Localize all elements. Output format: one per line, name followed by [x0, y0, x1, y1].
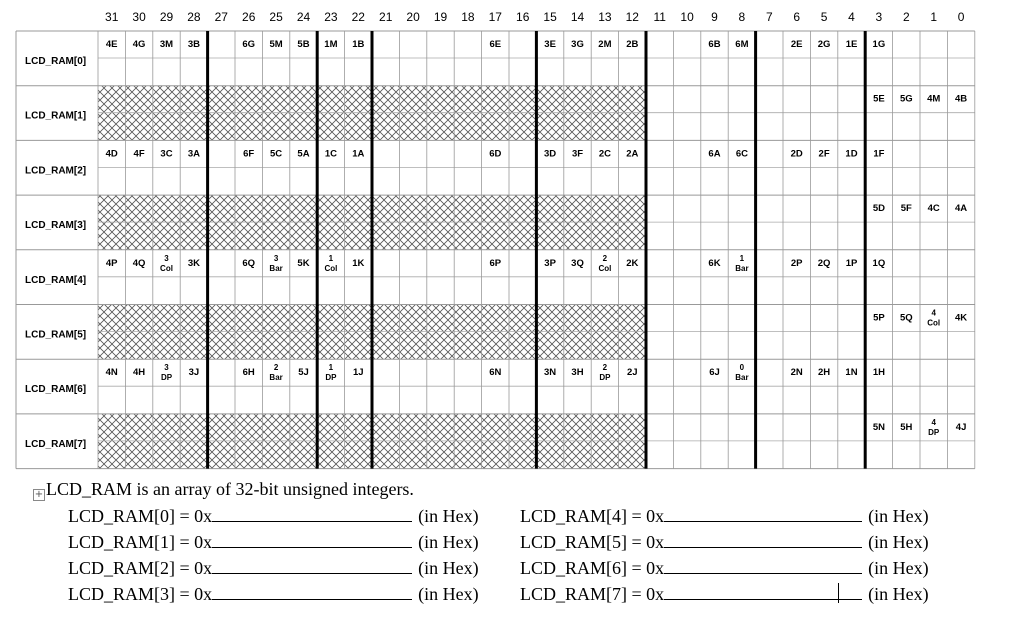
segment-index-label: 1 [328, 253, 334, 263]
text-cursor [838, 583, 839, 603]
segment-label: 2P [790, 257, 803, 269]
hex-answer-blank[interactable] [664, 505, 862, 522]
segment-label: 4H [133, 367, 146, 379]
bit-number-label: 9 [711, 10, 718, 24]
segment-label: 2G [817, 39, 831, 50]
bit-number-label: 13 [598, 10, 612, 24]
segment-type-label: DP [599, 373, 611, 383]
segment-label: 2B [626, 39, 639, 50]
answer-line [520, 531, 929, 555]
bit-number-label: 18 [461, 10, 475, 24]
bit-number-label: 1 [930, 10, 938, 24]
segment-index-label: 4 [931, 308, 936, 318]
answer-prefix: LCD_RAM[0] = 0x [68, 506, 213, 526]
segment-label: 5D [872, 203, 885, 215]
segment-label: 1C [324, 148, 337, 160]
segment-index-label: 2 [602, 253, 608, 263]
answer-prefix: LCD_RAM[3] = 0x [68, 584, 213, 604]
segment-type-label: Bar [735, 373, 749, 383]
bit-number-label: 4 [848, 10, 855, 24]
answer-prefix: LCD_RAM[6] = 0x [520, 558, 665, 578]
segment-index-label: 2 [602, 363, 608, 373]
bit-number-label: 23 [324, 10, 338, 24]
segment-label: 6K [708, 257, 721, 269]
segment-label: 4D [105, 148, 118, 160]
bit-number-label: 16 [516, 10, 530, 24]
segment-type-label: Bar [269, 373, 283, 383]
segment-label: 4A [955, 203, 968, 215]
segment-index-label: 1 [328, 363, 334, 373]
answer-line [520, 557, 929, 581]
bit-number-label: 0 [957, 10, 965, 24]
bit-number-label: 28 [187, 10, 201, 24]
segment-type-label: Bar [735, 263, 749, 273]
segment-label: 4B [955, 93, 968, 105]
segment-label: 5F [900, 203, 912, 215]
answer-prefix: LCD_RAM[2] = 0x [68, 558, 213, 578]
row-label: LCD_RAM[3] [25, 220, 87, 232]
segment-label: 2A [626, 148, 639, 160]
bit-number-label: 24 [296, 10, 311, 24]
segment-label: 5M [269, 39, 283, 50]
segment-label: 3D [544, 148, 557, 160]
segment-label: 1P [845, 257, 858, 269]
segment-label: 5P [873, 312, 885, 324]
segment-label: 1J [353, 367, 364, 379]
bit-number-header [105, 10, 965, 24]
row-label: LCD_RAM[7] [25, 438, 87, 450]
segment-label: 3C [160, 148, 173, 160]
bit-number-label: 17 [488, 10, 502, 24]
hex-answer-blank[interactable] [212, 583, 412, 600]
segment-type-label: Col [160, 263, 173, 273]
segment-label: 3N [544, 367, 557, 379]
segment-label: 4N [105, 367, 118, 379]
segment-label: 6C [735, 148, 748, 160]
bit-number-label: 27 [214, 10, 228, 24]
segment-label: 2E [790, 39, 803, 50]
segment-label: 6F [243, 148, 255, 160]
segment-label: 5H [900, 421, 913, 433]
segment-label: 3F [571, 148, 584, 160]
segment-label: 5K [297, 257, 310, 269]
table-move-handle-icon[interactable]: + [34, 489, 44, 500]
answer-prefix: LCD_RAM[7] = 0x [520, 584, 665, 604]
segment-label: 3M [159, 39, 174, 50]
segment-label: 5N [872, 421, 885, 433]
row-label: LCD_RAM[4] [25, 274, 87, 286]
segment-label: 3G [571, 39, 584, 50]
answer-line [68, 557, 479, 581]
row-label: LCD_RAM[2] [25, 165, 87, 177]
answer-suffix: (in Hex) [418, 506, 479, 526]
segment-label: 1N [845, 367, 858, 379]
segment-label: 5A [297, 148, 310, 160]
segment-label: 1K [352, 257, 365, 269]
segment-label: 6E [489, 39, 502, 50]
segment-index-label: 2 [273, 363, 279, 373]
answer-suffix: (in Hex) [418, 532, 479, 552]
answer-suffix: (in Hex) [868, 532, 929, 552]
row-label: LCD_RAM[6] [25, 384, 87, 396]
segment-label: 4F [133, 148, 145, 160]
bit-number-label: 10 [680, 10, 694, 24]
bit-number-label: 30 [132, 10, 146, 24]
segment-label: 5G [899, 93, 913, 105]
segment-label: 2Q [817, 257, 831, 269]
segment-label: 6P [489, 257, 502, 269]
bit-number-label: 3 [875, 10, 883, 24]
intro-text: LCD_RAM is an array of 32-bit unsigned integers. [46, 479, 414, 499]
segment-label: 2D [790, 148, 803, 160]
segment-label: 2M [598, 39, 612, 50]
hex-answer-blank[interactable] [664, 583, 862, 600]
answer-prefix: LCD_RAM[5] = 0x [520, 532, 665, 552]
segment-label: 4M [927, 93, 941, 105]
segment-label: 6H [242, 367, 255, 379]
segment-type-label: DP [325, 373, 337, 383]
answer-suffix: (in Hex) [868, 506, 929, 526]
segment-label: 3J [188, 367, 200, 379]
segment-label: 1E [845, 39, 858, 50]
bit-number-label: 20 [406, 10, 420, 24]
bit-number-label: 25 [269, 10, 283, 24]
answer-prefix: LCD_RAM[1] = 0x [68, 532, 213, 552]
answer-line [68, 505, 479, 529]
segment-label: 1G [872, 39, 886, 50]
segment-label: 1Q [872, 257, 886, 269]
bit-number-label: 14 [570, 10, 585, 24]
bit-number-label: 19 [433, 10, 448, 24]
segment-label: 4Q [132, 257, 146, 269]
segment-label: 3P [544, 257, 556, 269]
bit-number-label: 8 [738, 10, 746, 24]
segment-type-label: DP [928, 427, 940, 437]
answer-line [68, 531, 479, 555]
segment-label: 5Q [899, 312, 913, 324]
bit-number-label: 5 [820, 10, 828, 24]
segment-type-label: Bar [269, 263, 283, 273]
answer-line [520, 583, 929, 607]
segment-label: 1A [352, 148, 365, 160]
segment-label: 2K [626, 257, 639, 269]
segment-label: 5B [297, 39, 310, 50]
segment-type-label: Col [324, 263, 338, 273]
answer-prefix: LCD_RAM[4] = 0x [520, 506, 665, 526]
segment-label: 6Q [242, 257, 256, 269]
segment-index-label: 3 [273, 253, 279, 263]
bit-number-label: 22 [351, 10, 365, 24]
bit-number-label: 11 [653, 10, 666, 24]
segment-label: 1F [873, 148, 885, 160]
segment-label: 4E [105, 39, 118, 50]
segment-label: 1D [845, 148, 858, 160]
bit-number-label: 26 [242, 10, 256, 24]
segment-type-label: DP [160, 373, 173, 383]
bit-number-label: 2 [902, 10, 910, 24]
row-labels [25, 56, 86, 450]
segment-label: 6N [489, 367, 502, 379]
segment-label: 3A [187, 148, 200, 160]
hex-answer-blank[interactable] [212, 531, 412, 548]
answer-line [520, 505, 929, 529]
segment-label: 5E [873, 93, 885, 105]
segment-label: 5C [270, 148, 283, 160]
segment-label: 2N [790, 367, 803, 379]
segment-index-label: 0 [739, 363, 745, 373]
segment-label: 5J [298, 367, 309, 379]
segment-label: 3H [571, 367, 584, 379]
bit-number-label: 31 [105, 10, 119, 24]
bit-number-label: 12 [625, 10, 639, 24]
segment-index-label: 4 [931, 417, 936, 427]
segment-label: 1B [352, 39, 365, 50]
row-label: LCD_RAM[5] [25, 329, 87, 341]
hex-answer-blank[interactable] [212, 505, 412, 522]
segment-label: 2H [818, 367, 831, 379]
segment-label: 3Q [571, 257, 584, 269]
segment-type-label: Col [598, 263, 612, 273]
segment-label: 4J [955, 421, 967, 433]
bit-number-label: 6 [793, 10, 801, 24]
segment-type-label: Col [927, 318, 941, 328]
segment-label: 3K [187, 257, 200, 269]
segment-index-label: 3 [164, 363, 169, 373]
answer-suffix: (in Hex) [418, 558, 479, 578]
answer-suffix: (in Hex) [868, 558, 929, 578]
segment-label: 3E [544, 39, 556, 50]
segment-label: 6A [708, 148, 721, 160]
segment-index-label: 3 [164, 253, 169, 263]
segment-label: 4G [132, 39, 146, 50]
row-label: LCD_RAM[1] [25, 110, 87, 122]
segment-index-label: 1 [739, 253, 745, 263]
segment-label: 1H [872, 367, 885, 379]
hex-answer-blank[interactable] [664, 531, 862, 548]
segment-label: 6B [708, 39, 721, 50]
segment-label: 1M [324, 39, 338, 50]
bit-number-label: 15 [543, 10, 557, 24]
segment-label: 4K [955, 312, 968, 324]
answer-suffix: (in Hex) [418, 584, 479, 604]
hex-answer-blank[interactable] [664, 557, 862, 574]
segment-label: 2J [627, 367, 638, 379]
segment-label: 4C [927, 203, 940, 215]
segment-label: 3B [187, 39, 200, 50]
segment-label: 4P [105, 257, 118, 269]
hex-answer-blank[interactable] [212, 557, 412, 574]
answer-suffix: (in Hex) [868, 584, 929, 604]
segment-label: 6M [735, 39, 749, 50]
segment-label: 2C [598, 148, 611, 160]
answer-line [68, 583, 479, 607]
segment-label: 6G [242, 39, 256, 50]
segment-label: 6J [709, 367, 720, 379]
segment-label: 6D [489, 148, 502, 160]
segment-label: 2F [818, 148, 830, 160]
bit-number-label: 7 [765, 10, 773, 24]
bit-number-label: 21 [379, 10, 393, 24]
bit-number-label: 29 [159, 10, 174, 24]
row-label: LCD_RAM[0] [25, 56, 87, 67]
